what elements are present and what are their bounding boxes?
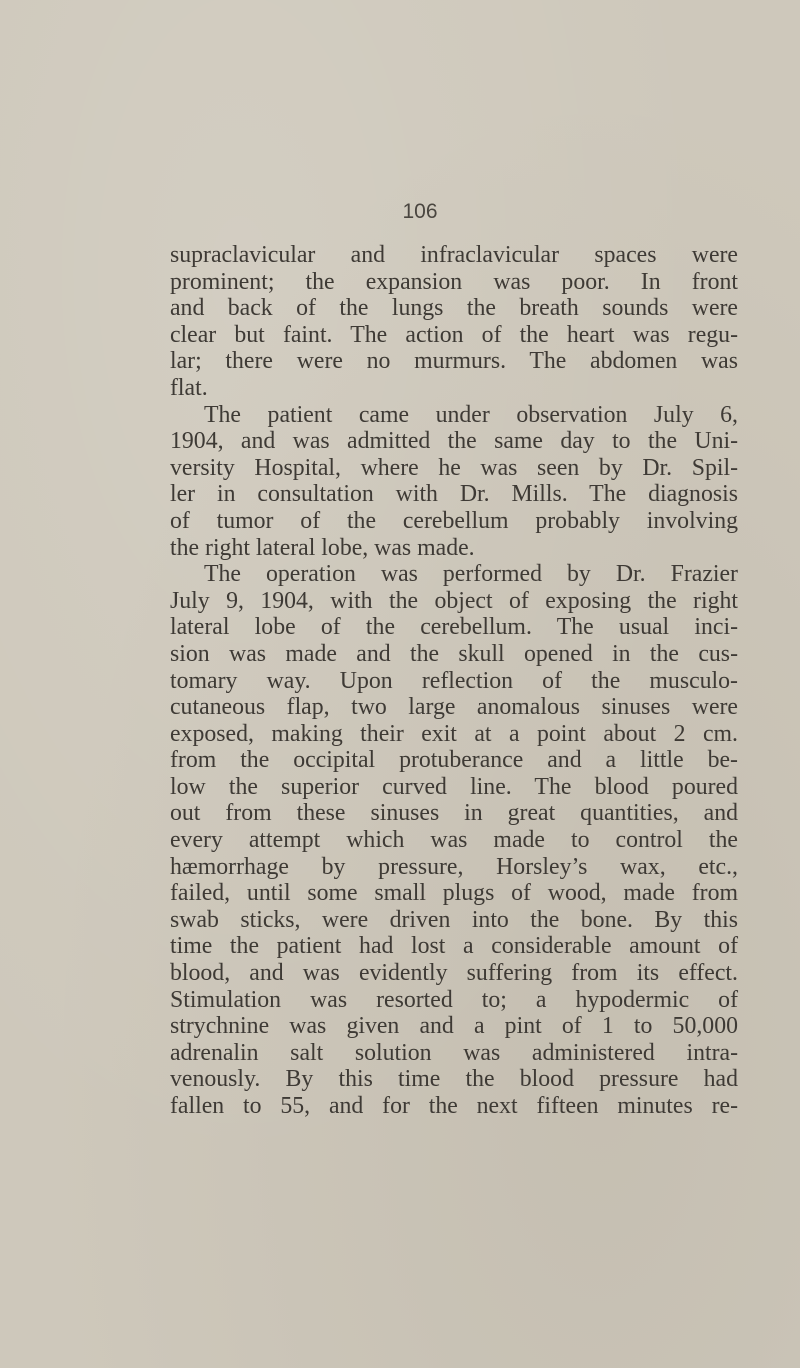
text-line: versity Hospital, where he was seen by Dr. Spil- [170,454,738,481]
text-line: sion was made and the skull opened in the cus- [170,640,738,667]
paragraph [170,242,738,402]
paragraph [170,561,738,1119]
text-line: blood, and was evidently suffering from its effect. [170,960,738,987]
text-line: exposed, making their exit at a point about 2 cm. [170,720,738,747]
text-line: clear but faint. The action of the heart was regu- [170,321,738,348]
text-line: cutaneous flap, two large anomalous sinuses were [170,694,738,721]
text-line: swab sticks, were driven into the bone. By this [170,906,738,933]
paragraph [170,402,738,562]
text-line: out from these sinuses in great quantities, and [170,800,738,827]
text-line: low the superior curved line. The blood poured [170,773,738,800]
text-line: prominent; the expansion was poor. In front [170,268,738,295]
text-line: from the occipital protuberance and a little be- [170,747,738,774]
text-line: lateral lobe of the cerebellum. The usual inci- [170,614,738,641]
text-line: The patient came under observation July 6, [204,401,738,428]
text-line: of tumor of the cerebellum probably involving [170,507,738,534]
text-line: every attempt which was made to control the [170,827,738,854]
text-line: The operation was performed by Dr. Frazier [204,561,738,588]
text-line: July 9, 1904, with the object of exposing the right [170,587,738,614]
text-line: adrenalin salt solution was administered intra- [170,1039,738,1066]
text-line: time the patient had lost a considerable amount of [170,933,738,960]
text-line: ler in consultation with Dr. Mills. The diagnosis [170,481,738,508]
body-text [170,242,738,1120]
text-line: and back of the lungs the breath sounds were [170,295,738,322]
text-line: supraclavicular and infraclavicular spaces were [170,242,738,268]
text-line: tomary way. Upon reflection of the musculo- [170,667,738,694]
text-line: Stimulation was resorted to; a hypodermic of [170,986,738,1013]
text-line: failed, until some small plugs of wood, made from [170,880,738,907]
text-line: the right lateral lobe, was made. [170,534,475,561]
text-line: strychnine was given and a pint of 1 to 50,000 [170,1013,738,1040]
text-line: lar; there were no murmurs. The abdomen was [170,348,738,375]
page-number: 106 [402,200,438,223]
text-line: fallen to 55, and for the next fifteen minutes re- [170,1093,738,1119]
text-line: venously. By this time the blood pressure had [170,1066,738,1093]
text-line: hæmorrhage by pressure, Horsley’s wax, etc., [170,853,738,880]
text-line: flat. [170,374,208,401]
text-line: 1904, and was admitted the same day to the Uni- [170,428,738,455]
